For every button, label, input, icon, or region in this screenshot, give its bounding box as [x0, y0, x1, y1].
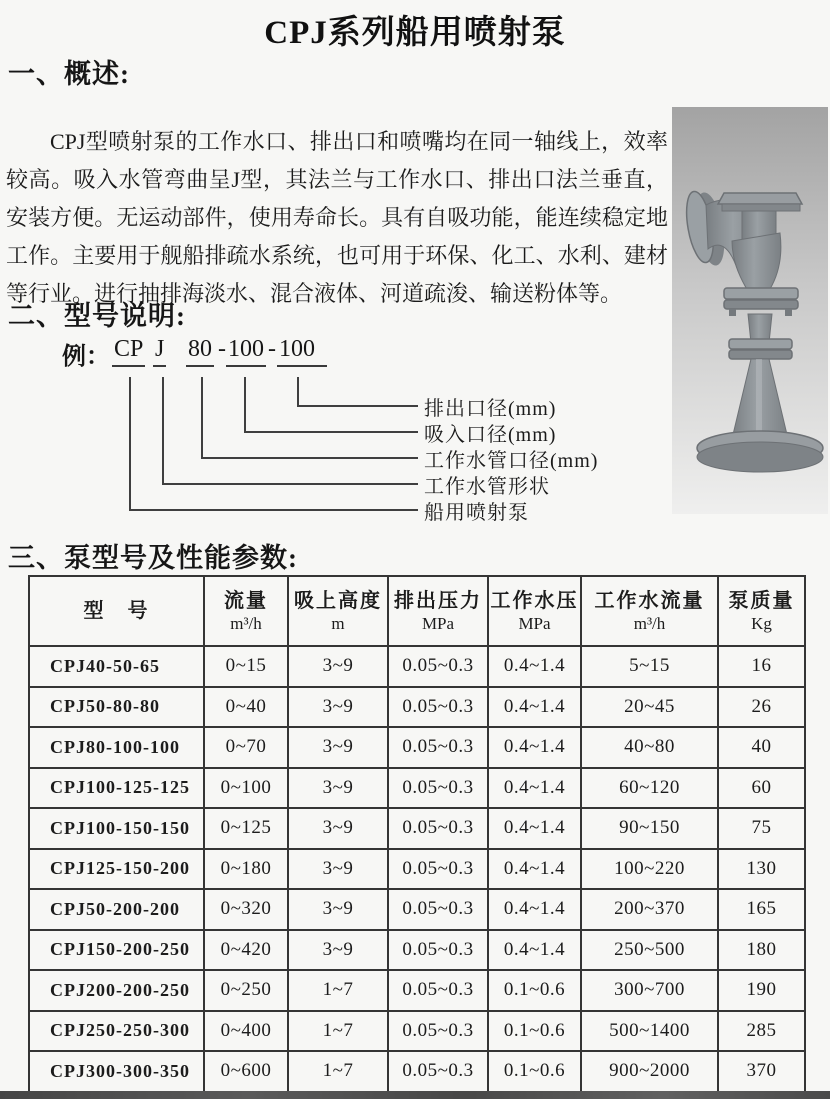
value-cell: 60~120	[581, 768, 718, 809]
value-cell: 26	[718, 687, 805, 728]
value-cell: 0~40	[204, 687, 288, 728]
table-row	[29, 970, 805, 1011]
value-cell: 300~700	[581, 970, 718, 1011]
value-cell: 3~9	[288, 849, 388, 890]
value-cell: 0.05~0.3	[388, 727, 488, 768]
value-cell: 250~500	[581, 930, 718, 971]
model-cell: CPJ40-50-65	[29, 646, 204, 687]
performance-table-body	[29, 646, 805, 1092]
value-cell: 0.4~1.4	[488, 727, 581, 768]
value-cell: 0.05~0.3	[388, 930, 488, 971]
column-header: 工作水流量 m³/h	[581, 576, 718, 646]
table-row	[29, 687, 805, 728]
value-cell: 5~15	[581, 646, 718, 687]
value-cell: 40~80	[581, 727, 718, 768]
value-cell: 0.4~1.4	[488, 646, 581, 687]
value-cell: 0~420	[204, 930, 288, 971]
value-cell: 0~600	[204, 1051, 288, 1092]
value-cell: 0.05~0.3	[388, 768, 488, 809]
model-cell: CPJ50-80-80	[29, 687, 204, 728]
value-cell: 0.05~0.3	[388, 849, 488, 890]
model-segment-work-pipe-dia: 80	[186, 336, 214, 367]
value-cell: 0.1~0.6	[488, 970, 581, 1011]
value-cell: 40	[718, 727, 805, 768]
model-cell: CPJ80-100-100	[29, 727, 204, 768]
value-cell: 0~400	[204, 1011, 288, 1052]
value-cell: 0.05~0.3	[388, 889, 488, 930]
value-cell: 16	[718, 646, 805, 687]
value-cell: 1~7	[288, 970, 388, 1011]
value-cell: 500~1400	[581, 1011, 718, 1052]
section-heading-parameters: 三、泵型号及性能参数:	[8, 543, 298, 573]
value-cell: 3~9	[288, 687, 388, 728]
performance-table-head-row	[29, 576, 805, 646]
value-cell: 0.05~0.3	[388, 687, 488, 728]
table-row	[29, 727, 805, 768]
value-cell: 0.1~0.6	[488, 1051, 581, 1092]
value-cell: 0.05~0.3	[388, 1011, 488, 1052]
value-cell: 3~9	[288, 768, 388, 809]
table-row	[29, 768, 805, 809]
model-dash: -	[268, 336, 276, 362]
value-cell: 165	[718, 889, 805, 930]
value-cell: 0.4~1.4	[488, 930, 581, 971]
column-header: 型 号	[29, 576, 204, 646]
model-cell: CPJ200-200-250	[29, 970, 204, 1011]
section-heading-model: 二、型号说明:	[8, 301, 186, 331]
value-cell: 0.4~1.4	[488, 889, 581, 930]
value-cell: 1~7	[288, 1051, 388, 1092]
model-segment-suction-dia: 100	[226, 336, 266, 367]
value-cell: 0.4~1.4	[488, 849, 581, 890]
value-cell: 900~2000	[581, 1051, 718, 1092]
value-cell: 285	[718, 1011, 805, 1052]
value-cell: 1~7	[288, 1011, 388, 1052]
page-title: CPJ系列船用喷射泵	[264, 15, 566, 51]
example-label: 例：	[62, 344, 110, 370]
value-cell: 0~100	[204, 768, 288, 809]
column-header: 流量 m³/h	[204, 576, 288, 646]
model-segment-discharge-dia: 100	[277, 336, 327, 367]
value-cell: 3~9	[288, 889, 388, 930]
value-cell: 0.05~0.3	[388, 970, 488, 1011]
column-header: 泵质量 Kg	[718, 576, 805, 646]
value-cell: 0.4~1.4	[488, 808, 581, 849]
value-cell: 0~250	[204, 970, 288, 1011]
model-cell: CPJ100-150-150	[29, 808, 204, 849]
column-header: 排出压力 MPa	[388, 576, 488, 646]
value-cell: 60	[718, 768, 805, 809]
value-cell: 20~45	[581, 687, 718, 728]
table-row	[29, 849, 805, 890]
overview-paragraph: CPJ型喷射泵的工作水口、排出口和喷嘴均在同一轴线上，效率较高。吸入水管弯曲呈J型，其法兰与工作水口、排出口法兰垂直，安装方便。无运动部件，使用寿命长。具有自吸功能，能连续稳定地工作。主要用于舰船排疏水系统，也可用于环保、化工、水利、建材等行业。进行抽排海淡水、混合液体、河道疏浚、输送粉体等。	[6, 129, 668, 306]
value-cell: 200~370	[581, 889, 718, 930]
table-row	[29, 1051, 805, 1092]
model-cell: CPJ50-200-200	[29, 889, 204, 930]
value-cell: 0.05~0.3	[388, 646, 488, 687]
performance-table	[28, 575, 806, 1093]
value-cell: 0~320	[204, 889, 288, 930]
value-cell: 90~150	[581, 808, 718, 849]
value-cell: 0~180	[204, 849, 288, 890]
value-cell: 0.1~0.6	[488, 1011, 581, 1052]
value-cell: 3~9	[288, 727, 388, 768]
callout-label-work-pipe-dia: 工作水管口径(mm)	[424, 450, 599, 472]
model-dash: -	[218, 336, 226, 362]
value-cell: 75	[718, 808, 805, 849]
value-cell: 100~220	[581, 849, 718, 890]
model-cell: CPJ150-200-250	[29, 930, 204, 971]
value-cell: 370	[718, 1051, 805, 1092]
callout-connector	[129, 377, 418, 511]
table-row	[29, 646, 805, 687]
value-cell: 0~15	[204, 646, 288, 687]
table-row	[29, 808, 805, 849]
value-cell: 3~9	[288, 646, 388, 687]
callout-label-suction-dia: 吸入口径(mm)	[424, 424, 557, 446]
column-header: 吸上高度 m	[288, 576, 388, 646]
model-cell: CPJ100-125-125	[29, 768, 204, 809]
model-cell: CPJ125-150-200	[29, 849, 204, 890]
value-cell: 3~9	[288, 808, 388, 849]
callout-label-work-pipe-shape: 工作水管形状	[424, 476, 550, 498]
value-cell: 130	[718, 849, 805, 890]
model-segment-pump-type: CP	[112, 336, 145, 367]
pump-photo	[672, 107, 828, 514]
scan-artifact-bar	[0, 1091, 830, 1099]
value-cell: 0.05~0.3	[388, 1051, 488, 1092]
value-cell: 0.4~1.4	[488, 687, 581, 728]
value-cell: 0.05~0.3	[388, 808, 488, 849]
value-cell: 190	[718, 970, 805, 1011]
model-cell: CPJ250-250-300	[29, 1011, 204, 1052]
value-cell: 0~70	[204, 727, 288, 768]
table-row	[29, 930, 805, 971]
value-cell: 180	[718, 930, 805, 971]
model-cell: CPJ300-300-350	[29, 1051, 204, 1092]
value-cell: 0~125	[204, 808, 288, 849]
pump-photo-graphic	[672, 107, 828, 514]
column-header: 工作水压 MPa	[488, 576, 581, 646]
callout-label-pump-name: 船用喷射泵	[424, 502, 529, 524]
table-row	[29, 889, 805, 930]
section-heading-overview: 一、概述:	[8, 59, 130, 89]
callout-label-discharge-dia: 排出口径(mm)	[424, 398, 557, 420]
value-cell: 3~9	[288, 930, 388, 971]
value-cell: 0.4~1.4	[488, 768, 581, 809]
table-row	[29, 1011, 805, 1052]
model-segment-pipe-shape: J	[153, 336, 166, 367]
